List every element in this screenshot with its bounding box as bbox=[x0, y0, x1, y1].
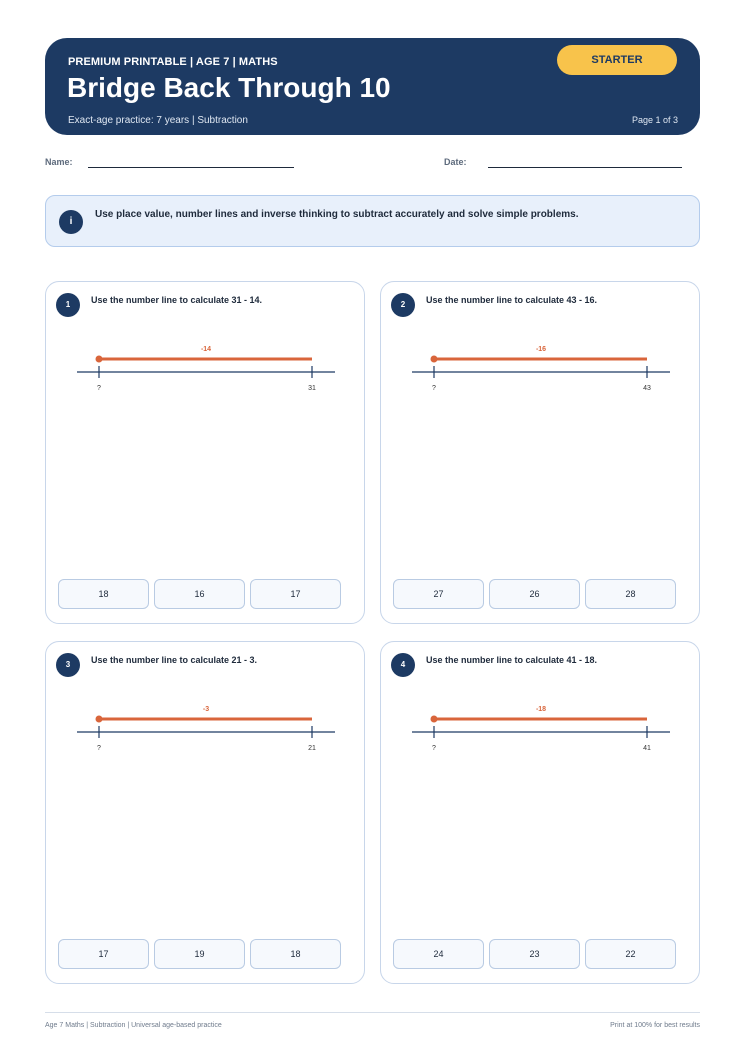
footer-caption: Age 7 Maths | Subtraction | Universal age-based practice bbox=[45, 1022, 222, 1029]
answer-choice-b[interactable]: 26 bbox=[489, 579, 580, 609]
answer-choice-c[interactable]: 17 bbox=[250, 579, 341, 609]
number-line-diagram bbox=[46, 282, 366, 402]
start-label: ? bbox=[432, 385, 436, 392]
end-label: 31 bbox=[308, 385, 316, 392]
question-number-badge: 2 bbox=[391, 293, 415, 317]
end-label: 41 bbox=[643, 745, 651, 752]
question-prompt: Use the number line to calculate 43 - 16. bbox=[426, 295, 598, 305]
question-number-badge: 3 bbox=[56, 653, 80, 677]
header-banner bbox=[45, 38, 700, 135]
question-card-3 bbox=[45, 641, 365, 984]
info-icon: i bbox=[59, 210, 83, 234]
answer-choice-b[interactable]: 23 bbox=[489, 939, 580, 969]
jump-start-dot bbox=[431, 716, 438, 723]
jump-start-dot bbox=[431, 356, 438, 363]
jump-label: -14 bbox=[200, 346, 212, 353]
answer-choice-c[interactable]: 28 bbox=[585, 579, 676, 609]
jump-start-dot bbox=[96, 356, 103, 363]
answer-choice-c[interactable]: 22 bbox=[585, 939, 676, 969]
answer-choices bbox=[58, 579, 341, 609]
question-card-2 bbox=[380, 281, 700, 624]
question-prompt: Use the number line to calculate 41 - 18. bbox=[426, 655, 598, 665]
answer-choices bbox=[393, 939, 676, 969]
answer-choice-b[interactable]: 16 bbox=[154, 579, 245, 609]
date-field-line[interactable] bbox=[488, 167, 682, 168]
question-number-badge: 1 bbox=[56, 293, 80, 317]
jump-label: -18 bbox=[535, 706, 547, 713]
question-prompt: Use the number line to calculate 31 - 14. bbox=[91, 295, 263, 305]
answer-choice-a[interactable]: 24 bbox=[393, 939, 484, 969]
date-label: Date: bbox=[444, 157, 467, 167]
end-label: 43 bbox=[643, 385, 651, 392]
answer-choices bbox=[58, 939, 341, 969]
answer-choice-a[interactable]: 18 bbox=[58, 579, 149, 609]
answer-choice-b[interactable]: 19 bbox=[154, 939, 245, 969]
jump-start-dot bbox=[96, 716, 103, 723]
name-label: Name: bbox=[45, 157, 73, 167]
answer-choice-c[interactable]: 18 bbox=[250, 939, 341, 969]
name-field-line[interactable] bbox=[88, 167, 294, 168]
page-indicator: Page 1 of 3 bbox=[631, 115, 678, 125]
number-line-diagram bbox=[381, 282, 701, 402]
end-label: 21 bbox=[308, 745, 316, 752]
answer-choice-a[interactable]: 17 bbox=[58, 939, 149, 969]
jump-label: -16 bbox=[535, 346, 547, 353]
start-label: ? bbox=[97, 385, 101, 392]
start-label: ? bbox=[432, 745, 436, 752]
jump-label: -3 bbox=[202, 706, 210, 713]
number-line-diagram bbox=[46, 642, 366, 762]
question-prompt: Use the number line to calculate 21 - 3. bbox=[91, 655, 258, 665]
level-badge: STARTER bbox=[557, 45, 677, 75]
footer-print-note: Print at 100% for best results bbox=[610, 1022, 700, 1029]
worksheet-title: Bridge Back Through 10 bbox=[67, 72, 391, 103]
number-line-diagram bbox=[381, 642, 701, 762]
footer-divider bbox=[45, 1012, 700, 1013]
instructions-box bbox=[45, 195, 700, 247]
instructions-text: Use place value, number lines and inverse thinking to subtract accurately and solve simple problems. bbox=[95, 209, 579, 220]
header-subtitle: Exact-age practice: 7 years | Subtraction bbox=[68, 115, 248, 126]
question-card-1 bbox=[45, 281, 365, 624]
header-kicker: PREMIUM PRINTABLE | AGE 7 | MATHS bbox=[68, 56, 278, 68]
answer-choice-a[interactable]: 27 bbox=[393, 579, 484, 609]
question-card-4 bbox=[380, 641, 700, 984]
answer-choices bbox=[393, 579, 676, 609]
start-label: ? bbox=[97, 745, 101, 752]
question-number-badge: 4 bbox=[391, 653, 415, 677]
